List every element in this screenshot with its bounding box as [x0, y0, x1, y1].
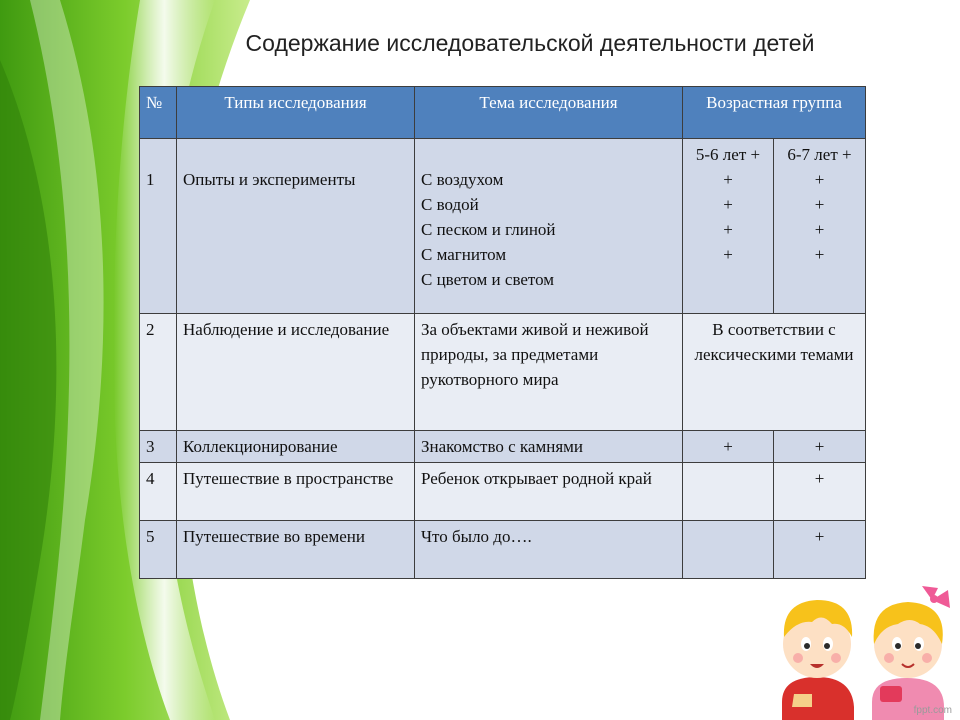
row3-age-a: + [683, 431, 774, 463]
age-cell-value: + [814, 220, 825, 239]
age-cell-value: + [814, 195, 825, 214]
research-table [139, 86, 866, 579]
row5-type: Путешествие во времени [177, 521, 415, 579]
row3-type: Коллекционирование [177, 431, 415, 463]
row1-topic-item: С магнитом [421, 245, 507, 264]
table-row [140, 463, 866, 521]
row2-topic: За объектами живой и неживой природы, за предметами рукотворного мира [415, 314, 683, 431]
girl-figure [872, 586, 950, 720]
row3-age-b: + [774, 431, 866, 463]
row4-age-b: + [774, 463, 866, 521]
row5-age-b: + [774, 521, 866, 579]
row3-topic: Знакомство с камнями [415, 431, 683, 463]
row2-num: 2 [140, 314, 177, 431]
age-cell-value: + [723, 220, 733, 239]
slide-title: Содержание исследовательской деятельности детей [245, 30, 815, 56]
row1-topics [415, 139, 683, 314]
table-header-row [140, 87, 866, 139]
row2-type: Наблюдение и исследование [177, 314, 415, 431]
table-row [140, 431, 866, 463]
row1-age-b [774, 139, 866, 314]
age-cell-value: + [814, 170, 825, 189]
row1-topic-item: С цветом и светом [421, 270, 555, 289]
row5-num: 5 [140, 521, 177, 579]
age-cell-value: 5-6 лет + [695, 145, 761, 164]
row5-topic: Что было до…. [415, 521, 683, 579]
table-row [140, 314, 866, 431]
boy-figure [782, 600, 854, 720]
watermark-text: fppt.com [913, 705, 952, 716]
header-topic: Тема исследования [415, 87, 683, 139]
row1-topic-item: С воздухом [421, 170, 504, 189]
header-types: Типы исследования [177, 87, 415, 139]
age-cell-value: 6-7 лет + [787, 145, 852, 164]
table-row [140, 521, 866, 579]
age-cell-value: + [723, 245, 733, 264]
row1-topic-item: С водой [421, 195, 479, 214]
row1-num: 1 [140, 139, 177, 314]
age-cell-value: + [723, 170, 733, 189]
row1-topic-item: С песком и глиной [421, 220, 556, 239]
children-illustration [772, 582, 960, 720]
row4-age-a [683, 463, 774, 521]
row4-topic: Ребенок открывает родной край [415, 463, 683, 521]
row3-num: 3 [140, 431, 177, 463]
row1-age-a [683, 139, 774, 314]
header-age: Возрастная группа [683, 87, 866, 139]
age-cell-value: + [723, 195, 733, 214]
table-row [140, 139, 866, 314]
age-cell-value: + [814, 245, 825, 264]
row1-type: Опыты и эксперименты [177, 139, 415, 314]
row4-type: Путешествие в пространстве [177, 463, 415, 521]
row5-age-a [683, 521, 774, 579]
row2-age: В соответствии с лексическими темами [683, 314, 866, 431]
header-num: № [140, 87, 177, 139]
row4-num: 4 [140, 463, 177, 521]
